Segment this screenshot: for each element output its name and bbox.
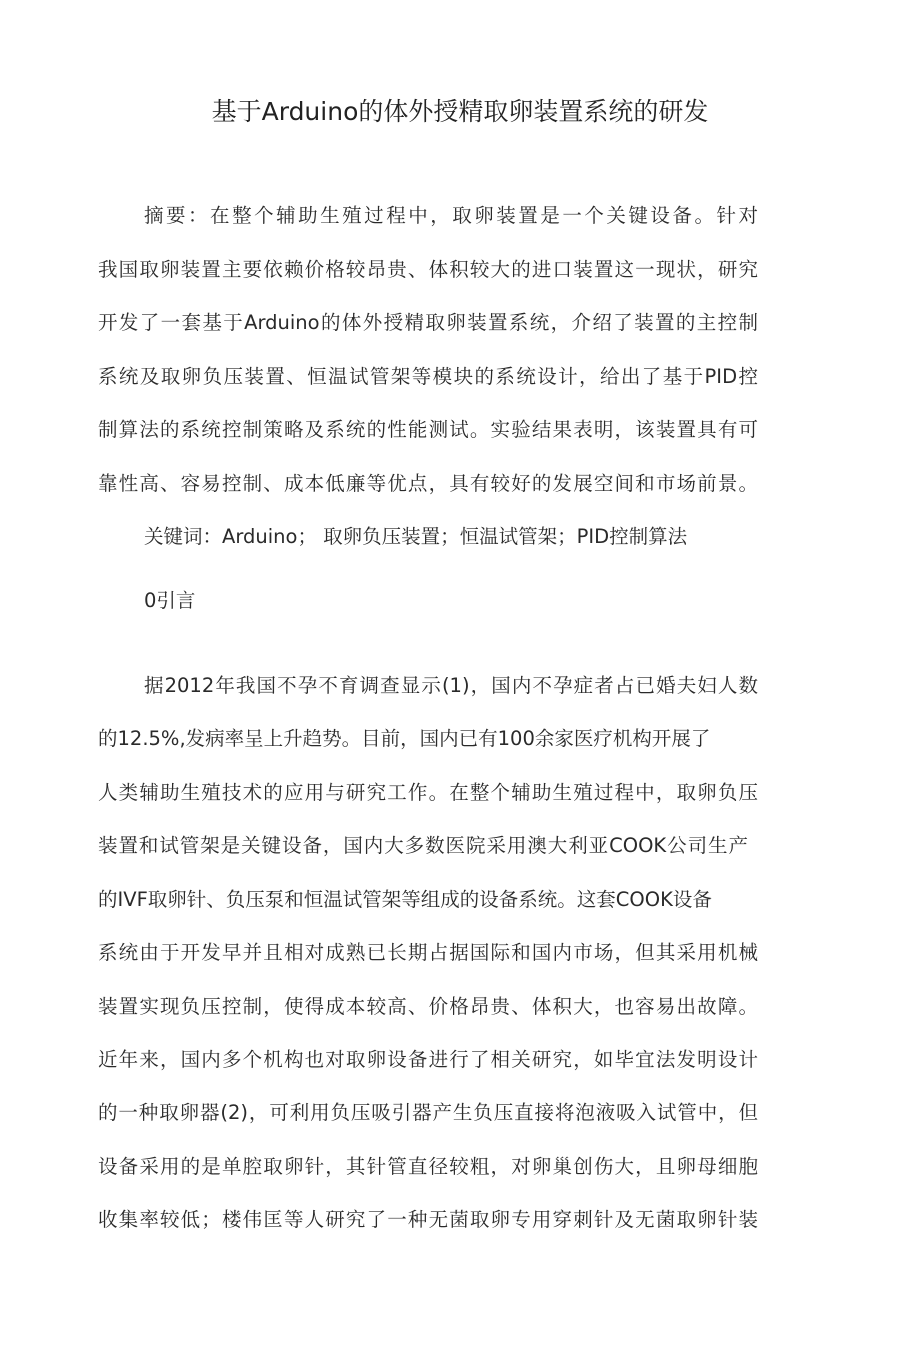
intro-line: 设备采用的是单腔取卵针，其针管直径较粗，对卵巢创伤大，且卵母细胞 (98, 1155, 758, 1178)
intro-line: 人类辅助生殖技术的应用与研究工作。在整个辅助生殖过程中，取卵负压 (98, 781, 758, 804)
intro-line: 的IVF取卵针、负压泵和恒温试管架等组成的设备系统。这套COOK设备 (98, 888, 712, 911)
intro-line: 的12.5%,发病率呈上升趋势。目前，国内已有100余家医疗机构开展了 (98, 727, 711, 750)
intro-line: 装置和试管架是关键设备，国内大多数医院采用澳大利亚COOK公司生产 (98, 834, 748, 857)
intro-line: 收集率较低；楼伟匡等人研究了一种无菌取卵专用穿刺针及无菌取卵针装 (98, 1208, 758, 1231)
intro-line: 装置实现负压控制，使得成本较高、价格昂贵、体积大，也容易出故障。 (98, 995, 758, 1018)
abstract-line: 系统及取卵负压装置、恒温试管架等模块的系统设计，给出了基于PID控 (98, 365, 758, 388)
intro-line: 据2012年我国不孕不育调查显示(1)，国内不孕症者占已婚夫妇人数 (144, 674, 758, 697)
abstract-line: 制算法的系统控制策略及系统的性能测试。实验结果表明，该装置具有可 (98, 418, 758, 441)
intro-line: 近年来，国内多个机构也对取卵设备进行了相关研究，如毕宜法发明设计 (98, 1048, 758, 1071)
abstract-line: 开发了一套基于Arduino的体外授精取卵装置系统，介绍了装置的主控制 (98, 311, 758, 334)
abstract-line: 我国取卵装置主要依赖价格较昂贵、体积较大的进口装置这一现状，研究 (98, 258, 758, 281)
intro-line: 系统由于开发早并且相对成熟已长期占据国际和国内市场，但其采用机械 (98, 941, 758, 964)
abstract-line: 靠性高、容易控制、成本低廉等优点，具有较好的发展空间和市场前景。 (98, 472, 758, 495)
document-title: 基于Arduino的体外授精取卵装置系统的研发 (211, 97, 709, 126)
abstract-line: 摘要：在整个辅助生殖过程中，取卵装置是一个关键设备。针对 (144, 204, 758, 227)
section-heading: 0引言 (144, 589, 196, 612)
intro-line: 的一种取卵器(2)，可利用负压吸引器产生负压直接将泡液吸入试管中，但 (98, 1101, 758, 1124)
keywords: 关键词：Arduino； 取卵负压装置；恒温试管架；PID控制算法 (144, 525, 688, 548)
